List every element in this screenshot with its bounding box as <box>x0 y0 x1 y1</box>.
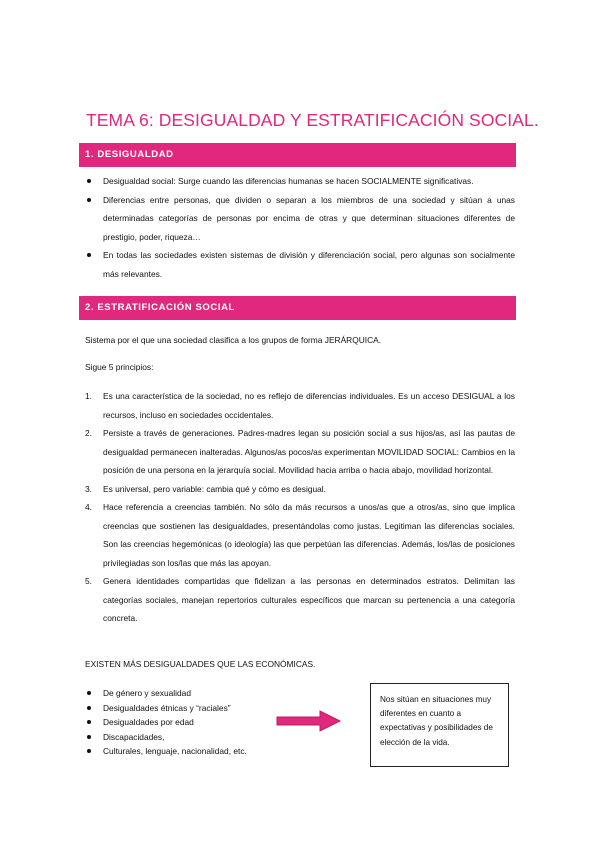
list-item: Diferencias entre personas, que dividen o separan a los miembros de una sociedad y sitúan a unas determinadas categorías de personas por encima de otras y que determinan situaciones diferentes de prestigio, poder, riqueza… <box>85 191 515 247</box>
right-arrow-icon <box>276 709 342 733</box>
bullet-icon <box>87 735 91 739</box>
list-item: Desigualdades por edad <box>85 715 285 730</box>
list-item: 4. Hace referencia a creencias también. No sólo da más recursos a unos/as que a otros/as, sino que implica creencias que sostienen las desigualdades, presentándolas como justas. Legitiman las diferencias sociales. Son las creencias hegemónicas (o ideología) las que perpetúan las diferencias. Además, los/las de posiciones privilegiadas son los/las que más las apoyan. <box>85 502 515 568</box>
bullet-icon <box>87 720 91 724</box>
desigualdad-bullet-list <box>85 172 515 283</box>
list-item: Discapacidades, <box>85 730 285 745</box>
note-box: Nos sitúan en situaciones muy diferentes en cuanto a expectativas y posibilidades de elección de la vida. <box>370 683 509 767</box>
section-heading-bar-1 <box>79 143 516 167</box>
list-item: Desigualdades étnicas y “raciales” <box>85 701 285 716</box>
definition-paragraph: Sistema por el que una sociedad clasifica a los grupos de forma JERÁRQUICA. <box>85 335 382 345</box>
bullet-icon <box>87 749 91 753</box>
section-heading-estratificacion: 2. ESTRATIFICACIÓN SOCIAL <box>85 302 235 313</box>
bullet-icon <box>87 198 91 202</box>
list-item: 1. Es una característica de la sociedad, no es reflejo de diferencias individuales. Es un acceso DESIGUAL a los recursos, incluso en sociedades occidentales. <box>85 391 515 420</box>
list-item: En todas las sociedades existen sistemas de división y diferenciación social, pero algunas son socialmente más relevantes. <box>85 246 515 283</box>
section-heading-desigualdad: 1. DESIGUALDAD <box>85 149 174 160</box>
principles-list <box>85 387 515 628</box>
section-heading-bar-2 <box>79 296 516 320</box>
list-item: 3. Es universal, pero variable: cambia qué y cómo es desigual. <box>85 483 326 494</box>
page-title: TEMA 6: DESIGUALDAD Y ESTRATIFICACIÓN SOCIAL. <box>86 110 539 130</box>
bullet-icon <box>87 253 91 257</box>
list-item: 2. Persiste a través de generaciones. Padres-madres legan su posición social a sus hijos/as, así las pautas de desigualdad permanecen inalteradas. Algunos/as pocos/as experimentan MOVILIDAD SOCIAL: Cambios en la posición de una persona en la jerarquía social. Movilidad hacia arriba o hacia abajo, movilidad horizontal. <box>85 428 515 475</box>
bullet-icon <box>87 691 91 695</box>
list-item: De género y sexualidad <box>85 686 285 701</box>
list-item: 5. Genera identidades compartidas que fidelizan a las personas en determinados estratos. Delimitan las categorías sociales, manejan repertorios culturales específicos que marcan su pertenencia a una categoría concreta. <box>85 576 515 623</box>
bullet-icon <box>87 706 91 710</box>
list-item: Culturales, lenguaje, nacionalidad, etc. <box>85 744 285 759</box>
principles-intro: Sigue 5 principios: <box>85 362 154 372</box>
list-item: Desigualdad social: Surge cuando las diferencias humanas se hacen SOCIALMENTE significativas. <box>85 172 515 191</box>
bullet-icon <box>87 179 91 183</box>
inequalities-list <box>85 686 285 759</box>
more-inequalities-heading: EXISTEN MÁS DESIGUALDADES QUE LAS ECONÓMICAS. <box>85 659 316 669</box>
